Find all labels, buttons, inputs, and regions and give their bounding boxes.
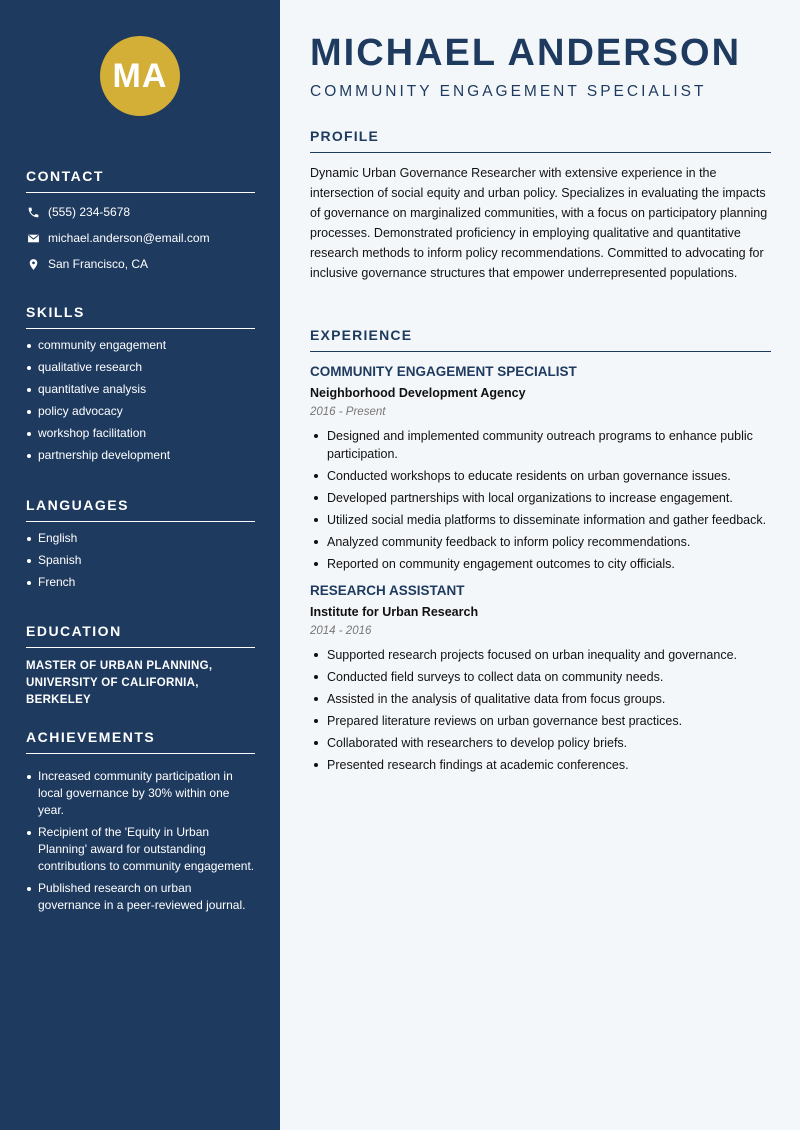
location-text: San Francisco, CA <box>48 257 149 271</box>
profile-section <box>310 128 771 283</box>
job-bullet: Collaborated with researchers to develop policy briefs. <box>310 734 771 752</box>
skill-item: quantitative analysis <box>26 381 255 398</box>
job-entry <box>310 583 771 774</box>
contact-email <box>26 225 255 251</box>
education-title: EDUCATION <box>26 623 255 648</box>
job-bullet: Utilized social media platforms to disseminate information and gather feedback. <box>310 511 771 529</box>
job-title: RESEARCH ASSISTANT <box>310 583 465 598</box>
job-entry <box>310 364 771 573</box>
experience-title: EXPERIENCE <box>310 327 771 352</box>
achievements-title: ACHIEVEMENTS <box>26 729 255 754</box>
language-item: Spanish <box>26 552 255 569</box>
skill-item: workshop facilitation <box>26 425 255 442</box>
job-bullets <box>310 427 771 573</box>
skill-item: policy advocacy <box>26 403 255 420</box>
email-text[interactable]: michael.anderson@email.com <box>48 231 210 245</box>
job-bullet: Reported on community engagement outcomes to city officials. <box>310 555 771 573</box>
education-degree: MASTER OF URBAN PLANNING, UNIVERSITY OF CALIFORNIA, BERKELEY <box>26 660 213 706</box>
skills-list <box>26 337 255 464</box>
job-bullet: Supported research projects focused on urban inequality and governance. <box>310 646 771 664</box>
languages-section <box>26 497 255 596</box>
candidate-name: MICHAEL ANDERSON <box>310 32 742 74</box>
phone-icon <box>26 205 40 219</box>
achievement-item: Recipient of the 'Equity in Urban Planning' award for outstanding contributions to community engagement. <box>26 824 255 875</box>
language-item: French <box>26 574 255 591</box>
job-bullets <box>310 646 771 774</box>
phone-text: (555) 234-5678 <box>48 205 131 219</box>
location-pin-icon <box>26 257 40 271</box>
achievements-list <box>26 768 255 914</box>
language-item: English <box>26 530 255 547</box>
education-section <box>26 623 255 709</box>
job-bullet: Designed and implemented community outreach programs to enhance public participation. <box>310 427 771 463</box>
skill-item: partnership development <box>26 447 255 464</box>
job-bullet: Conducted field surveys to collect data on community needs. <box>310 668 771 686</box>
candidate-role: COMMUNITY ENGAGEMENT SPECIALIST <box>310 83 707 100</box>
job-bullet: Presented research findings at academic conferences. <box>310 756 771 774</box>
job-company: Neighborhood Development Agency <box>310 386 526 400</box>
skills-title: SKILLS <box>26 304 255 329</box>
sidebar <box>0 0 280 1130</box>
job-dates: 2014 - 2016 <box>310 625 372 637</box>
job-bullet: Assisted in the analysis of qualitative data from focus groups. <box>310 690 771 708</box>
profile-text: Dynamic Urban Governance Researcher with extensive experience in the intersection of social equity and urban policy. Specializes in evaluating the impacts of governance on marginalized communities, with a focus on participatory planning processes. Demonstrated proficiency in employing qualitative and quantitative research methods to inform policy recommendations. Committed to advocating for inclusive governance structures that empower underrepresented populations. <box>310 166 768 280</box>
skill-item: community engagement <box>26 337 255 354</box>
email-icon <box>26 231 40 245</box>
contact-section <box>26 168 255 277</box>
languages-title: LANGUAGES <box>26 497 255 522</box>
profile-title: PROFILE <box>310 128 771 153</box>
achievement-item: Published research on urban governance in a peer-reviewed journal. <box>26 880 255 914</box>
contact-location <box>26 251 255 277</box>
avatar: MA <box>100 36 180 116</box>
achievements-section <box>26 729 255 919</box>
job-bullet: Prepared literature reviews on urban governance best practices. <box>310 712 771 730</box>
job-title: COMMUNITY ENGAGEMENT SPECIALIST <box>310 364 577 379</box>
skills-section <box>26 304 255 469</box>
job-bullet: Developed partnerships with local organizations to increase engagement. <box>310 489 771 507</box>
experience-section <box>310 327 771 778</box>
job-bullet: Conducted workshops to educate residents on urban governance issues. <box>310 467 771 485</box>
languages-list <box>26 530 255 591</box>
achievement-item: Increased community participation in local governance by 30% within one year. <box>26 768 255 819</box>
skill-item: qualitative research <box>26 359 255 376</box>
job-company: Institute for Urban Research <box>310 605 479 619</box>
contact-phone <box>26 199 255 225</box>
job-dates: 2016 - Present <box>310 406 386 418</box>
job-bullet: Analyzed community feedback to inform policy recommendations. <box>310 533 771 551</box>
contact-list <box>26 199 255 277</box>
contact-title: CONTACT <box>26 168 255 193</box>
